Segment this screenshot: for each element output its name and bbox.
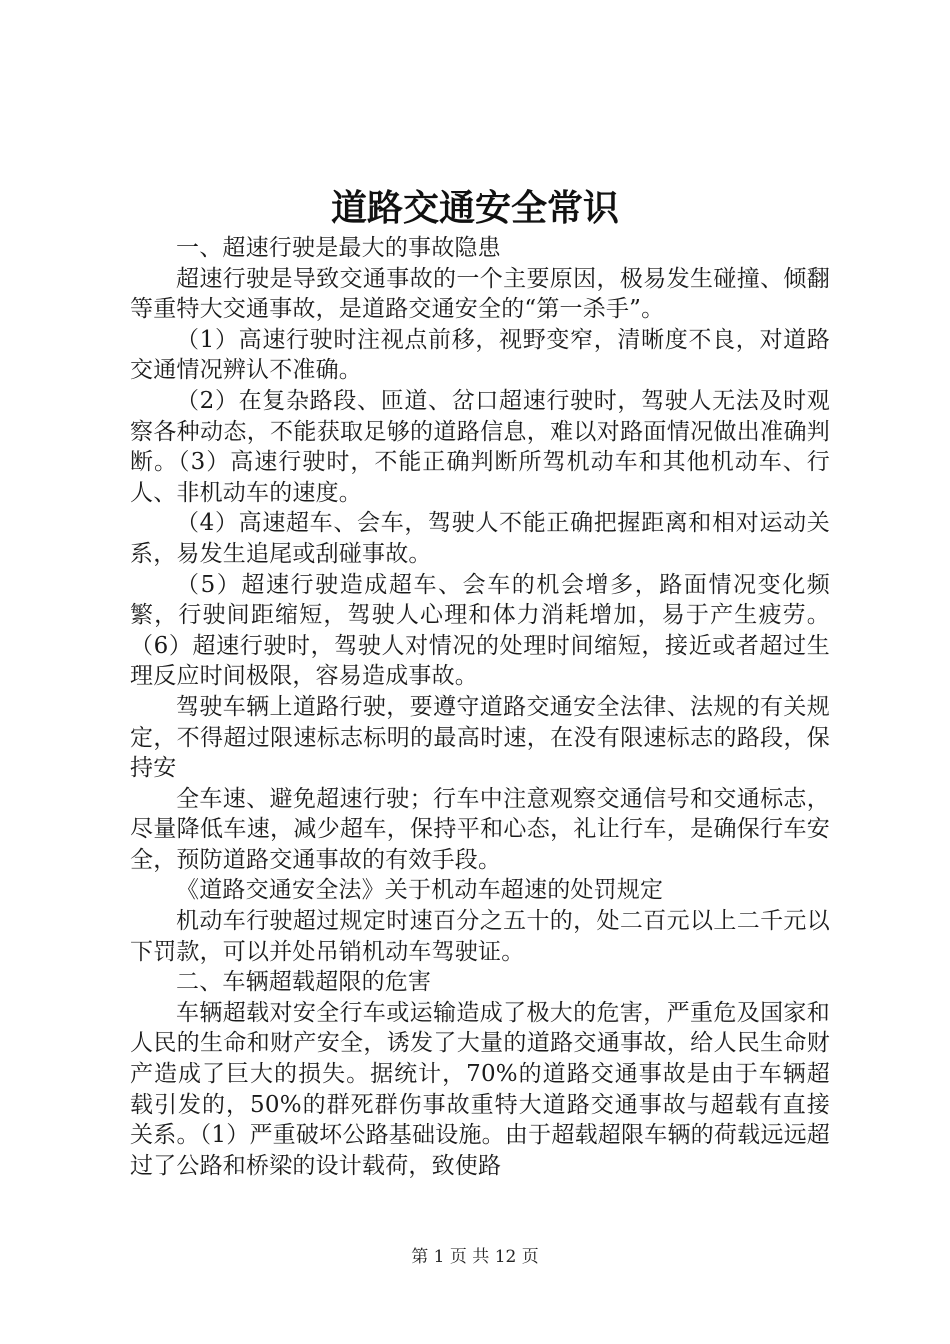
page-number-footer: 第 1 页 共 12 页 — [411, 1247, 539, 1267]
paragraph: （5）超速行驶造成超车、会车的机会增多，路面情况变化频繁，行驶间距缩短，驾驶人心理和体力消耗增加，易于产生疲劳。（6）超速行驶时，驾驶人对情况的处理时间缩短，接近或者超过生理反应时间极限，容易造成事故。 — [130, 571, 830, 690]
paragraph: 超速行驶是导致交通事故的一个主要原因，极易发生碰撞、倾翻等重特大交通事故，是道路交通安全的“第一杀手”。 — [130, 265, 830, 323]
paragraph: 车辆超载对安全行车或运输造成了极大的危害，严重危及国家和人民的生命和财产安全，诱发了大量的道路交通事故，给人民生命财产造成了巨大的损失。据统计，70%的道路交通事故是由于车辆超载引发的，50%的群死群伤事故重特大道路交通事故与超载有直接关系。（1）严重破坏公路基础设施。由于超载超限车辆的荷载远远超过了公路和桥梁的设计载荷，致使路 — [130, 999, 830, 1179]
paragraph: 驾驶车辆上道路行驶，要遵守道路交通安全法律、法规的有关规定，不得超过限速标志标明的最高时速，在没有限速标志的路段，保持安 — [130, 693, 830, 782]
paragraph: （2）在复杂路段、匝道、岔口超速行驶时，驾驶人无法及时观察各种动态，不能获取足够的道路信息，难以对路面情况做出准确判断。（3）高速行驶时，不能正确判断所驾机动车和其他机动车、行人、非机动车的速度。 — [130, 387, 830, 506]
paragraph: （1）高速行驶时注视点前移，视野变窄，清晰度不良，对道路交通情况辨认不准确。 — [130, 326, 830, 384]
law-heading: 《道路交通安全法》关于机动车超速的处罚规定 — [176, 877, 664, 904]
paragraph: 全车速、避免超速行驶；行车中注意观察交通信号和交通标志，尽量降低车速，减少超车，保持平和心态，礼让行车，是确保行车安全，预防道路交通事故的有效手段。 — [130, 785, 830, 873]
section-heading-speeding: 一、超速行驶是最大的事故隐患 — [176, 235, 501, 261]
paragraph: 机动车行驶超过规定时速百分之五十的，处二百元以上二千元以下罚款，可以并处吊销机动车驾驶证。 — [130, 908, 830, 965]
document-title: 道路交通安全常识 — [330, 187, 619, 229]
section-heading-overload: 二、车辆超载超限的危害 — [176, 969, 432, 996]
document-body — [130, 233, 830, 1181]
paragraph: （4）高速超车、会车，驾驶人不能正确把握距离和相对运动关系，易发生追尾或刮碰事故。 — [130, 510, 830, 567]
